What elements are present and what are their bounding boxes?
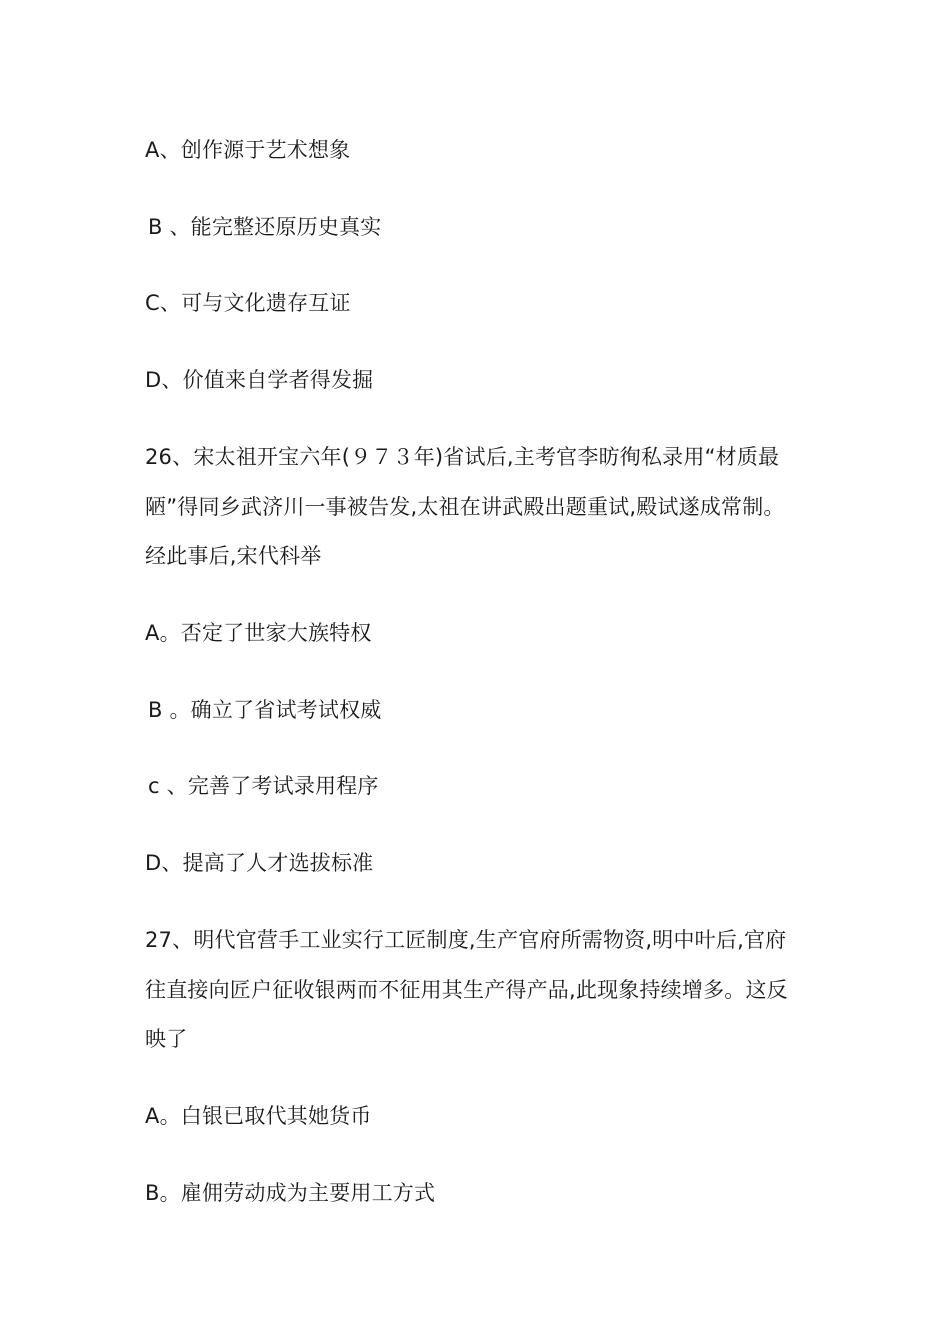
q27-stem-line-1: 27、明代官营手工业实行工匠制度,生产官府所需物资,明中叶后,官府 — [145, 928, 787, 952]
q26-option-c: c 、完善了考试录用程序 — [148, 774, 379, 798]
q26-option-a: A。否定了世家大族特权 — [145, 621, 372, 645]
q26-stem-line-3: 经此事后,宋代科举 — [145, 544, 322, 568]
q27-stem-line-2: 往直接向匠户征收银两而不征用其生产得产品,此现象持续增多。这反 — [145, 978, 788, 1002]
q27-option-a: A。白银已取代其她货币 — [145, 1104, 372, 1128]
q25-option-c: C、可与文化遗存互证 — [145, 291, 351, 315]
q26-option-b: B 。确立了省试考试权威 — [148, 698, 382, 722]
q25-option-a: A、创作源于艺术想象 — [145, 138, 351, 162]
q26-option-d: D、提高了人才选拔标准 — [145, 851, 374, 875]
q27-option-b: B。雇佣劳动成为主要用工方式 — [145, 1181, 436, 1205]
q27-stem-line-3: 映了 — [145, 1027, 188, 1051]
q26-stem-line-1: 26、宋太祖开宝六年(９７３年)省试后,主考官李昉徇私录用“材质最 — [145, 445, 780, 469]
q25-option-d: D、价值来自学者得发掘 — [145, 368, 374, 392]
q26-stem-line-2: 陋”得同乡武济川一事被告发,太祖在讲武殿出题重试,殿试遂成常制。 — [145, 495, 785, 519]
q25-option-b: B 、能完整还原历史真实 — [148, 215, 382, 239]
